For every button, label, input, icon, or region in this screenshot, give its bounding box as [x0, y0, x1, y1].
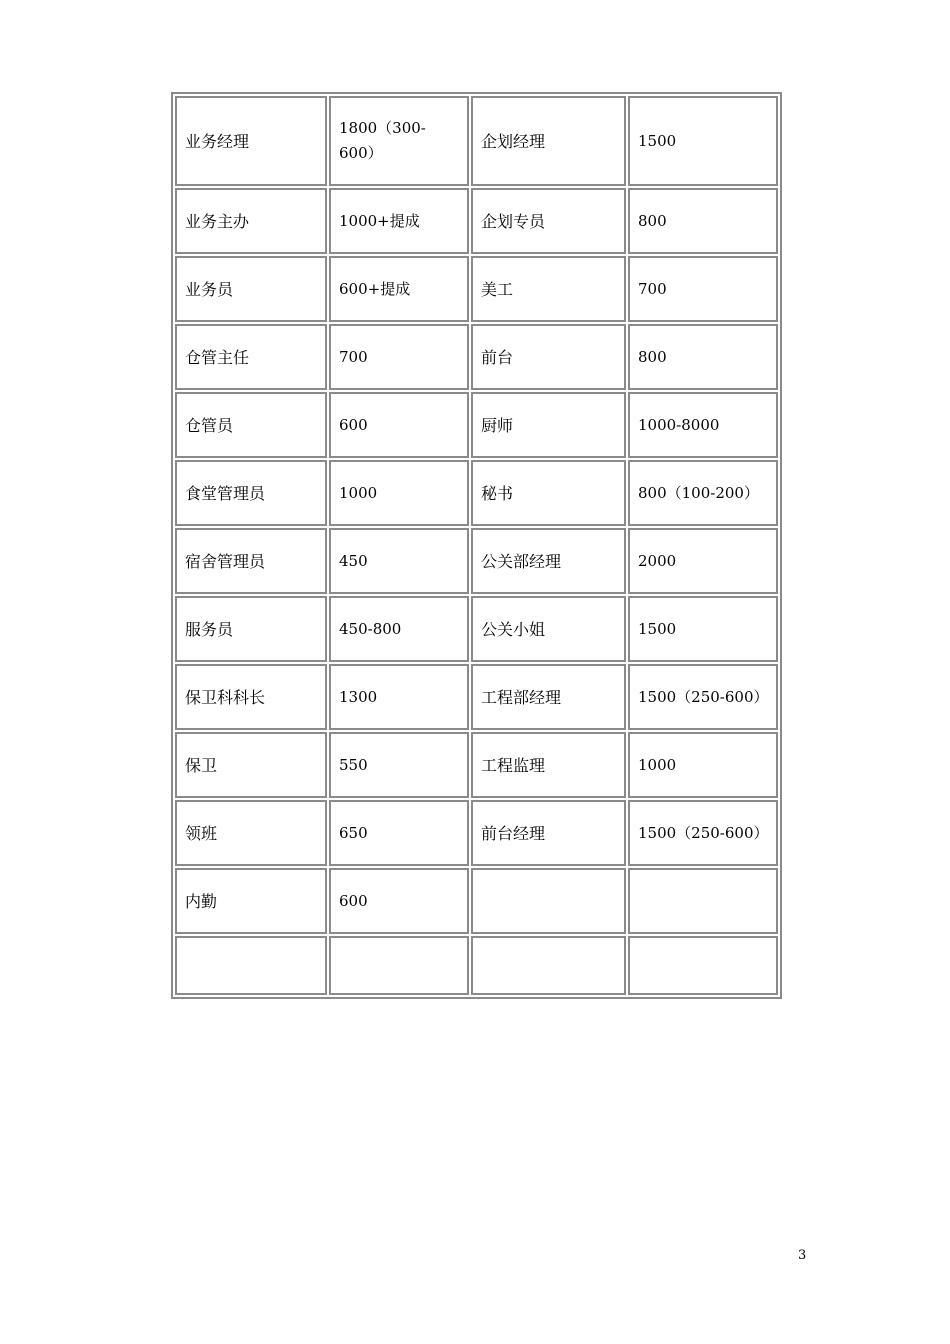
position-cell: 美工 [471, 256, 626, 322]
position-cell: 公关小姐 [471, 596, 626, 662]
salary-cell: 650 [329, 800, 469, 866]
table-row [175, 732, 778, 798]
position-cell: 内勤 [175, 868, 327, 934]
position-cell: 公关部经理 [471, 528, 626, 594]
table-row [175, 936, 778, 995]
table-row [175, 868, 778, 934]
position-cell: 食堂管理员 [175, 460, 327, 526]
salary-cell: 800（100-200） [628, 460, 778, 526]
position-cell: 前台 [471, 324, 626, 390]
salary-cell: 600 [329, 868, 469, 934]
salary-cell: 1500（250-600） [628, 800, 778, 866]
position-cell: 秘书 [471, 460, 626, 526]
position-cell: 工程部经理 [471, 664, 626, 730]
salary-cell: 700 [628, 256, 778, 322]
salary-cell [628, 868, 778, 934]
empty-cell [329, 936, 469, 995]
table-row [175, 664, 778, 730]
salary-cell: 550 [329, 732, 469, 798]
salary-cell: 450 [329, 528, 469, 594]
salary-cell: 1500 [628, 596, 778, 662]
empty-cell [175, 936, 327, 995]
table-row [175, 528, 778, 594]
salary-cell: 1000-8000 [628, 392, 778, 458]
position-cell [471, 868, 626, 934]
table-row [175, 256, 778, 322]
position-cell: 厨师 [471, 392, 626, 458]
table-row [175, 460, 778, 526]
salary-table [171, 92, 782, 999]
empty-cell [628, 936, 778, 995]
table-row [175, 800, 778, 866]
table-row [175, 392, 778, 458]
position-cell: 前台经理 [471, 800, 626, 866]
position-cell: 业务经理 [175, 96, 327, 186]
page-number: 3 [798, 1248, 807, 1263]
table-row [175, 96, 778, 186]
position-cell: 保卫 [175, 732, 327, 798]
position-cell: 领班 [175, 800, 327, 866]
position-cell: 服务员 [175, 596, 327, 662]
salary-cell: 800 [628, 188, 778, 254]
salary-cell: 1000 [628, 732, 778, 798]
salary-cell: 1300 [329, 664, 469, 730]
empty-cell [471, 936, 626, 995]
salary-cell: 1000 [329, 460, 469, 526]
position-cell: 保卫科科长 [175, 664, 327, 730]
salary-cell: 800 [628, 324, 778, 390]
position-cell: 企划专员 [471, 188, 626, 254]
salary-cell: 1500（250-600） [628, 664, 778, 730]
position-cell: 宿舍管理员 [175, 528, 327, 594]
salary-cell: 600+提成 [329, 256, 469, 322]
salary-cell: 1500 [628, 96, 778, 186]
salary-cell: 1000+提成 [329, 188, 469, 254]
position-cell: 仓管主任 [175, 324, 327, 390]
position-cell: 仓管员 [175, 392, 327, 458]
table-row [175, 324, 778, 390]
table-row [175, 188, 778, 254]
position-cell: 企划经理 [471, 96, 626, 186]
salary-cell: 450-800 [329, 596, 469, 662]
position-cell: 业务员 [175, 256, 327, 322]
position-cell: 业务主办 [175, 188, 327, 254]
salary-cell: 1800（300-600） [329, 96, 469, 186]
salary-cell: 2000 [628, 528, 778, 594]
salary-cell: 600 [329, 392, 469, 458]
table-row [175, 596, 778, 662]
salary-cell: 700 [329, 324, 469, 390]
position-cell: 工程监理 [471, 732, 626, 798]
